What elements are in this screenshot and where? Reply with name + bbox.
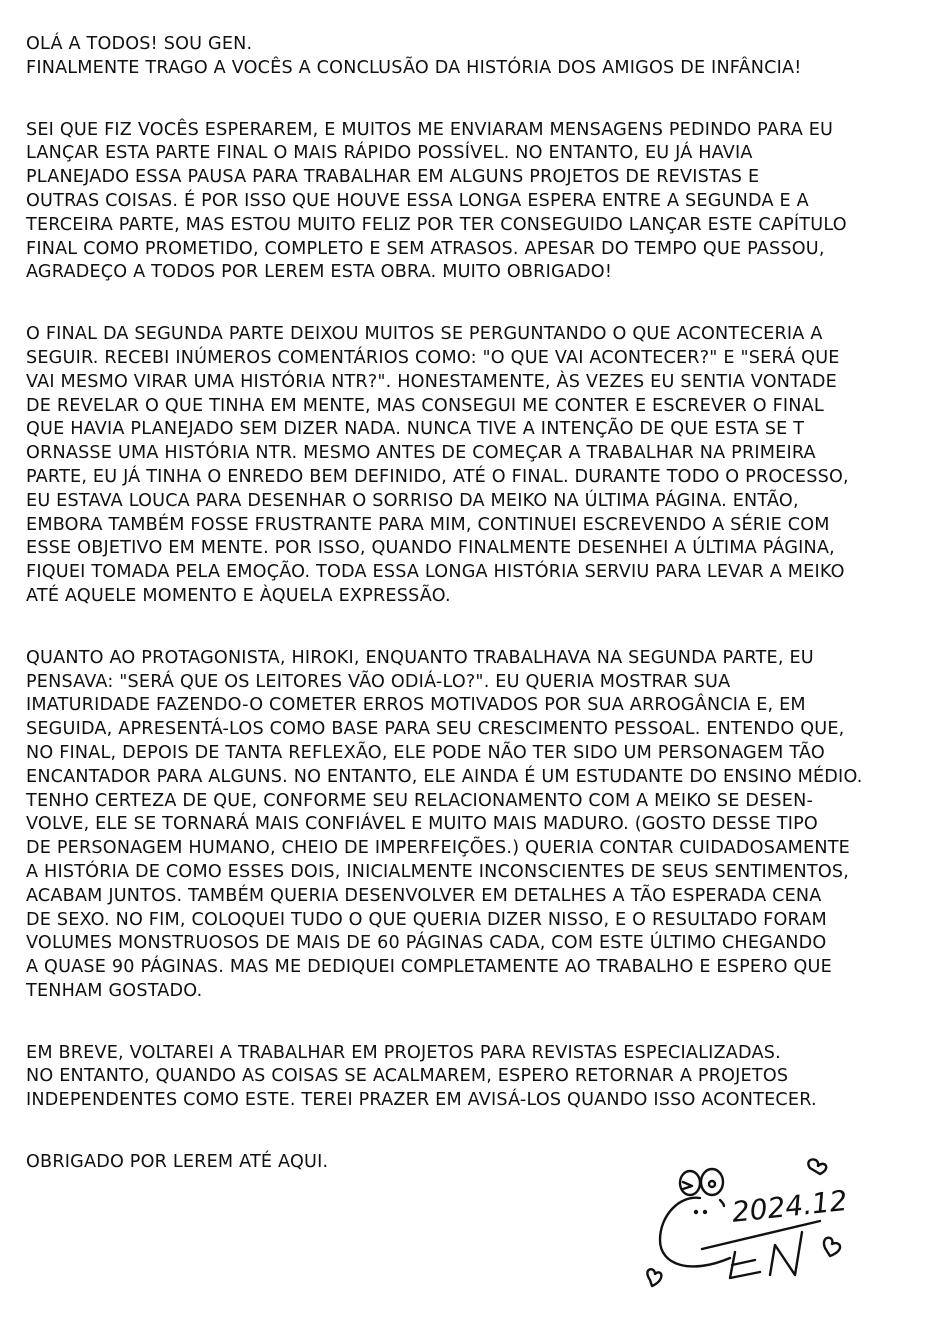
text-line: SEI QUE FIZ VOCÊS ESPERAREM, E MUITOS ME ENVIARAM MENSAGENS PEDINDO PARA EU: [26, 119, 834, 140]
signature-drawing: [620, 1140, 880, 1290]
text-line: NO FINAL, DEPOIS DE TANTA REFLEXÃO, ELE PODE NÃO TER SIDO UM PERSONAGEM TÃO: [26, 742, 825, 763]
text-line: ORNASSE UMA HISTÓRIA NTR. MESMO ANTES DE COMEÇAR A TRABALHAR NA PRIMEIRA: [26, 443, 816, 464]
text-line: FIQUEI TOMADA PELA EMOÇÃO. TODA ESSA LONGA HISTÓRIA SERVIU PARA LEVAR A MEIKO: [26, 562, 845, 583]
text-line: TENHAM GOSTADO.: [26, 980, 203, 1001]
text-line: EMBORA TAMBÉM FOSSE FRUSTRANTE PARA MIM, CONTINUEI ESCREVENDO A SÉRIE COM: [26, 514, 830, 535]
text-line: ENCANTADOR PARA ALGUNS. NO ENTANTO, ELE AINDA É UM ESTUDANTE DO ENSINO MÉDIO.: [26, 766, 863, 787]
text-line: FINAL COMO PROMETIDO, COMPLETO E SEM ATRASOS. APESAR DO TEMPO QUE PASSOU,: [26, 238, 825, 259]
signature-g: [660, 1198, 730, 1267]
text-line: PENSAVA: "SERÁ QUE OS LEITORES VÃO ODIÁ-LO?". EU QUERIA MOSTRAR SUA: [26, 671, 731, 692]
text-line: PARTE, EU JÁ TINHA O ENREDO BEM DEFINIDO, ATÉ O FINAL. DURANTE TODO O PROCESSO,: [26, 466, 849, 487]
text-line: AGRADEÇO A TODOS POR LEREM ESTA OBRA. MUITO OBRIGADO!: [26, 262, 613, 283]
text-line: LANÇAR ESTA PARTE FINAL O MAIS RÁPIDO POSSÍVEL. NO ENTANTO, EU JÁ HAVIA: [26, 143, 753, 164]
text-line: ESSE OBJETIVO EM MENTE. POR ISSO, QUANDO FINALMENTE DESENHEI A ÚLTIMA PÁGINA,: [26, 538, 835, 559]
text-line: IMATURIDADE FAZENDO-O COMETER ERROS MOTIVADOS POR SUA ARROGÂNCIA E, EM: [26, 695, 806, 716]
text-line: QUANTO AO PROTAGONISTA, HIROKI, ENQUANTO TRABALHAVA NA SEGUNDA PARTE, EU: [26, 647, 814, 668]
text-line: EM BREVE, VOLTAREI A TRABALHAR EM PROJETOS PARA REVISTAS ESPECIALIZADAS.: [26, 1042, 781, 1063]
text-line: A HISTÓRIA DE COMO ESSES DOIS, INICIALMENTE INCONSCIENTES DE SEUS SENTIMENTOS,: [26, 861, 850, 882]
text-line: EU ESTAVA LOUCA PARA DESENHAR O SORRISO DA MEIKO NA ÚLTIMA PÁGINA. ENTÃO,: [26, 490, 799, 511]
paragraph: [26, 323, 926, 609]
text-line: SEGUIR. RECEBI INÚMEROS COMENTÁRIOS COMO: "O QUE VAI ACONTECER?" E "SERÁ QUE: [26, 347, 840, 368]
text-line: TENHO CERTEZA DE QUE, CONFORME SEU RELACIONAMENTO COM A MEIKO SE DESEN-: [26, 790, 814, 811]
letter-body: [26, 33, 926, 1213]
text-line: O FINAL DA SEGUNDA PARTE DEIXOU MUITOS SE PERGUNTANDO O QUE ACONTECERIA A: [26, 324, 823, 345]
text-line: VOLUMES MONSTRUOSOS DE MAIS DE 60 PÁGINAS CADA, COM ESTE ÚLTIMO CHEGANDO: [26, 933, 827, 954]
text-line: ATÉ AQUELE MOMENTO E ÀQUELA EXPRESSÃO.: [26, 585, 451, 606]
text-line: OBRIGADO POR LEREM ATÉ AQUI.: [26, 1152, 329, 1173]
heart-icon: [647, 1269, 661, 1286]
text-line: PLANEJADO ESSA PAUSA PARA TRABALHAR EM ALGUNS PROJETOS DE REVISTAS E: [26, 167, 760, 188]
text-line: VOLVE, ELE SE TORNARÁ MAIS CONFIÁVEL E MUITO MAIS MADURO. (GOSTO DESSE TIPO: [26, 814, 818, 835]
text-line: A QUASE 90 PÁGINAS. MAS ME DEDIQUEI COMPLETAMENTE AO TRABALHO E ESPERO QUE: [26, 957, 832, 978]
heart-icon: [808, 1159, 826, 1174]
paragraph: [26, 1042, 926, 1113]
text-line: OUTRAS COISAS. É POR ISSO QUE HOUVE ESSA LONGA ESPERA ENTRE A SEGUNDA E A: [26, 190, 809, 211]
text-line: NO ENTANTO, QUANDO AS COISAS SE ACALMAREM, ESPERO RETORNAR A PROJETOS: [26, 1066, 789, 1087]
text-line: QUE HAVIA PLANEJADO SEM DIZER NADA. NUNCA TIVE A INTENÇÃO DE QUE ESTA SE T: [26, 419, 805, 440]
paragraph: [26, 647, 926, 1004]
signature-date: 2024.12: [730, 1183, 849, 1229]
text-line: INDEPENDENTES COMO ESTE. TEREI PRAZER EM AVISÁ-LOS QUANDO ISSO ACONTECER.: [26, 1090, 817, 1111]
text-line: FINALMENTE TRAGO A VOCÊS A CONCLUSÃO DA HISTÓRIA DOS AMIGOS DE INFÂNCIA!: [26, 57, 802, 78]
text-line: ACABAM JUNTOS. TAMBÉM QUERIA DESENVOLVER EM DETALHES A TÃO ESPERADA CENA: [26, 885, 822, 906]
text-line: DE SEXO. NO FIM, COLOQUEI TUDO O QUE QUERIA DIZER NISSO, E O RESULTADO FORAM: [26, 909, 827, 930]
paragraph: [26, 33, 926, 81]
paragraph: [26, 119, 926, 286]
text-line: VAI MESMO VIRAR UMA HISTÓRIA NTR?". HONESTAMENTE, ÀS VEZES EU SENTIA VONTADE: [26, 371, 837, 392]
signature-e: [730, 1252, 760, 1278]
text-line: DE PERSONAGEM HUMANO, CHEIO DE IMPERFEIÇÕES.) QUERIA CONTAR CUIDADOSAMENTE: [26, 838, 850, 859]
heart-icon: [824, 1238, 840, 1256]
text-line: SEGUIDA, APRESENTÁ-LOS COMO BASE PARA SEU CRESCIMENTO PESSOAL. ENTENDO QUE,: [26, 719, 845, 740]
signature-n: [770, 1232, 802, 1275]
text-line: TERCEIRA PARTE, MAS ESTOU MUITO FELIZ POR TER CONSEGUIDO LANÇAR ESTE CAPÍTULO: [26, 214, 847, 235]
text-line: OLÁ A TODOS! SOU GEN.: [26, 34, 253, 54]
text-line: DE REVELAR O QUE TINHA EM MENTE, MAS CONSEGUI ME CONTER E ESCREVER O FINAL: [26, 395, 824, 416]
